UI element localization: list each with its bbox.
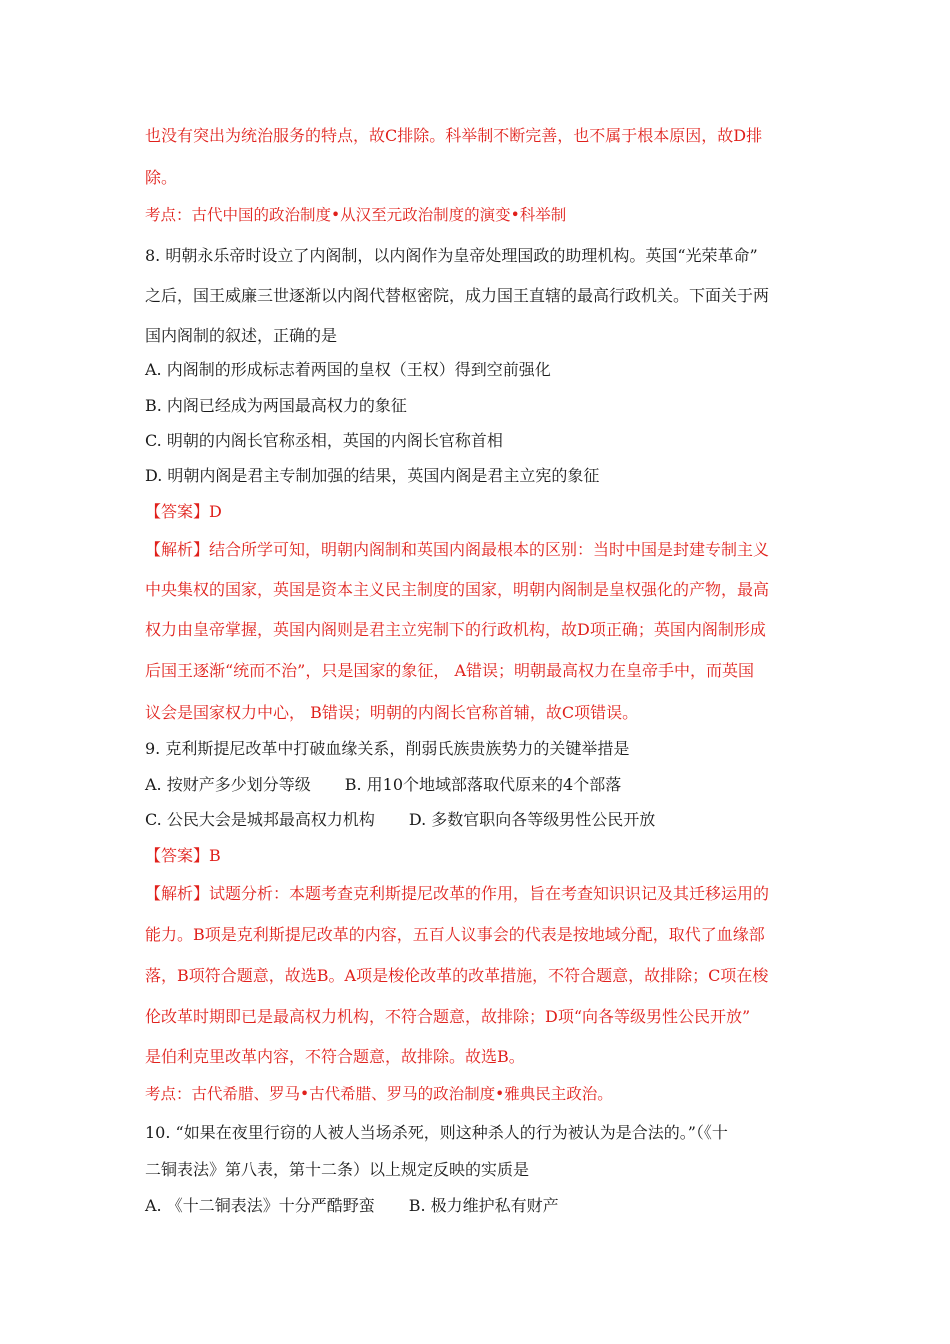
analysis-text: 【解析】试题分析：本题考查克利斯提尼改革的作用，旨在考查知识识记及其迁移运用的 (145, 884, 770, 903)
answer-label: 【答案】B (145, 846, 221, 865)
analysis-text: 【解析】结合所学可知，明朝内阁制和英国内阁最根本的区别：当时中国是封建专制主义 (145, 540, 770, 559)
option-d: D. 多数官职向各等级男性公民开放 (408, 810, 656, 829)
question-8-stem: 国内阁制的叙述，正确的是 (145, 326, 338, 345)
question-9-stem: 9. 克利斯提尼改革中打破血缘关系，削弱氏族贵族势力的关键举措是 (145, 739, 630, 758)
answer-label: 【答案】D (145, 502, 222, 521)
option-a: A. 按财产多少划分等级 (145, 775, 311, 794)
option-c: C. 公民大会是城邦最高权力机构 (145, 810, 375, 829)
analysis-text: 权力由皇帝掌握，英国内阁则是君主立宪制下的行政机构，故D项正确；英国内阁制形成 (145, 620, 766, 639)
question-10-stem: 二铜表法》第八表，第十二条）以上规定反映的实质是 (145, 1160, 530, 1179)
analysis-text: 伦改革时期即已是最高权力机构，不符合题意，故排除；D项“向各等级男性公民开放” (145, 1007, 751, 1026)
option-b: B. 内阁已经成为两国最高权力的象征 (145, 396, 407, 415)
option-row (145, 810, 805, 830)
question-8-stem: 之后，国王威廉三世逐渐以内阁代替枢密院，成力国王直辖的最高行政机关。下面关于两 (145, 286, 770, 305)
option-a: A. 《十二铜表法》十分严酷野蛮 (145, 1196, 375, 1215)
option-a: A. 内阁制的形成标志着两国的皇权（王权）得到空前强化 (145, 360, 551, 379)
option-row (145, 1196, 805, 1216)
kaodian-note: 考点：古代中国的政治制度•从汉至元政治制度的演变•科举制 (145, 206, 567, 224)
option-b: B. 用10个地域部落取代原来的4个部落 (344, 775, 622, 794)
analysis-text: 议会是国家权力中心， B错误；明朝的内阁长官称首辅，故C项错误。 (145, 703, 639, 722)
option-c: C. 明朝的内阁长官称丞相，英国的内阁长官称首相 (145, 431, 503, 450)
option-b: B. 极力维护私有财产 (408, 1196, 559, 1215)
analysis-text: 也没有突出为统治服务的特点，故C排除。科举制不断完善，也不属于根本原因，故D排 (145, 126, 763, 145)
option-row (145, 775, 805, 795)
question-10-stem: 10. “如果在夜里行窃的人被人当场杀死，则这种杀人的行为被认为是合法的。”（《十 (145, 1123, 728, 1142)
analysis-text: 能力。B项是克利斯提尼改革的内容，五百人议事会的代表是按地域分配，取代了血缘部 (145, 925, 765, 944)
analysis-text: 落，B项符合题意，故选B。A项是梭伦改革的改革措施，不符合题意，故排除；C项在梭 (145, 966, 769, 985)
analysis-text: 中央集权的国家，英国是资本主义民主制度的国家，明朝内阁制是皇权强化的产物，最高 (145, 580, 770, 599)
analysis-text: 是伯利克里改革内容，不符合题意，故排除。故选B。 (145, 1047, 525, 1066)
question-8-stem: 8. 明朝永乐帝时设立了内阁制，以内阁作为皇帝处理国政的助理机构。英国“光荣革命” (145, 246, 758, 265)
analysis-text: 除。 (145, 168, 178, 187)
kaodian-note: 考点：古代希腊、罗马•古代希腊、罗马的政治制度•雅典民主政治。 (145, 1085, 613, 1103)
analysis-text: 后国王逐渐“统而不治”，只是国家的象征， A错误；明朝最高权力在皇帝手中，而英国 (145, 661, 755, 680)
option-d: D. 明朝内阁是君主专制加强的结果，英国内阁是君主立宪的象征 (145, 466, 600, 485)
